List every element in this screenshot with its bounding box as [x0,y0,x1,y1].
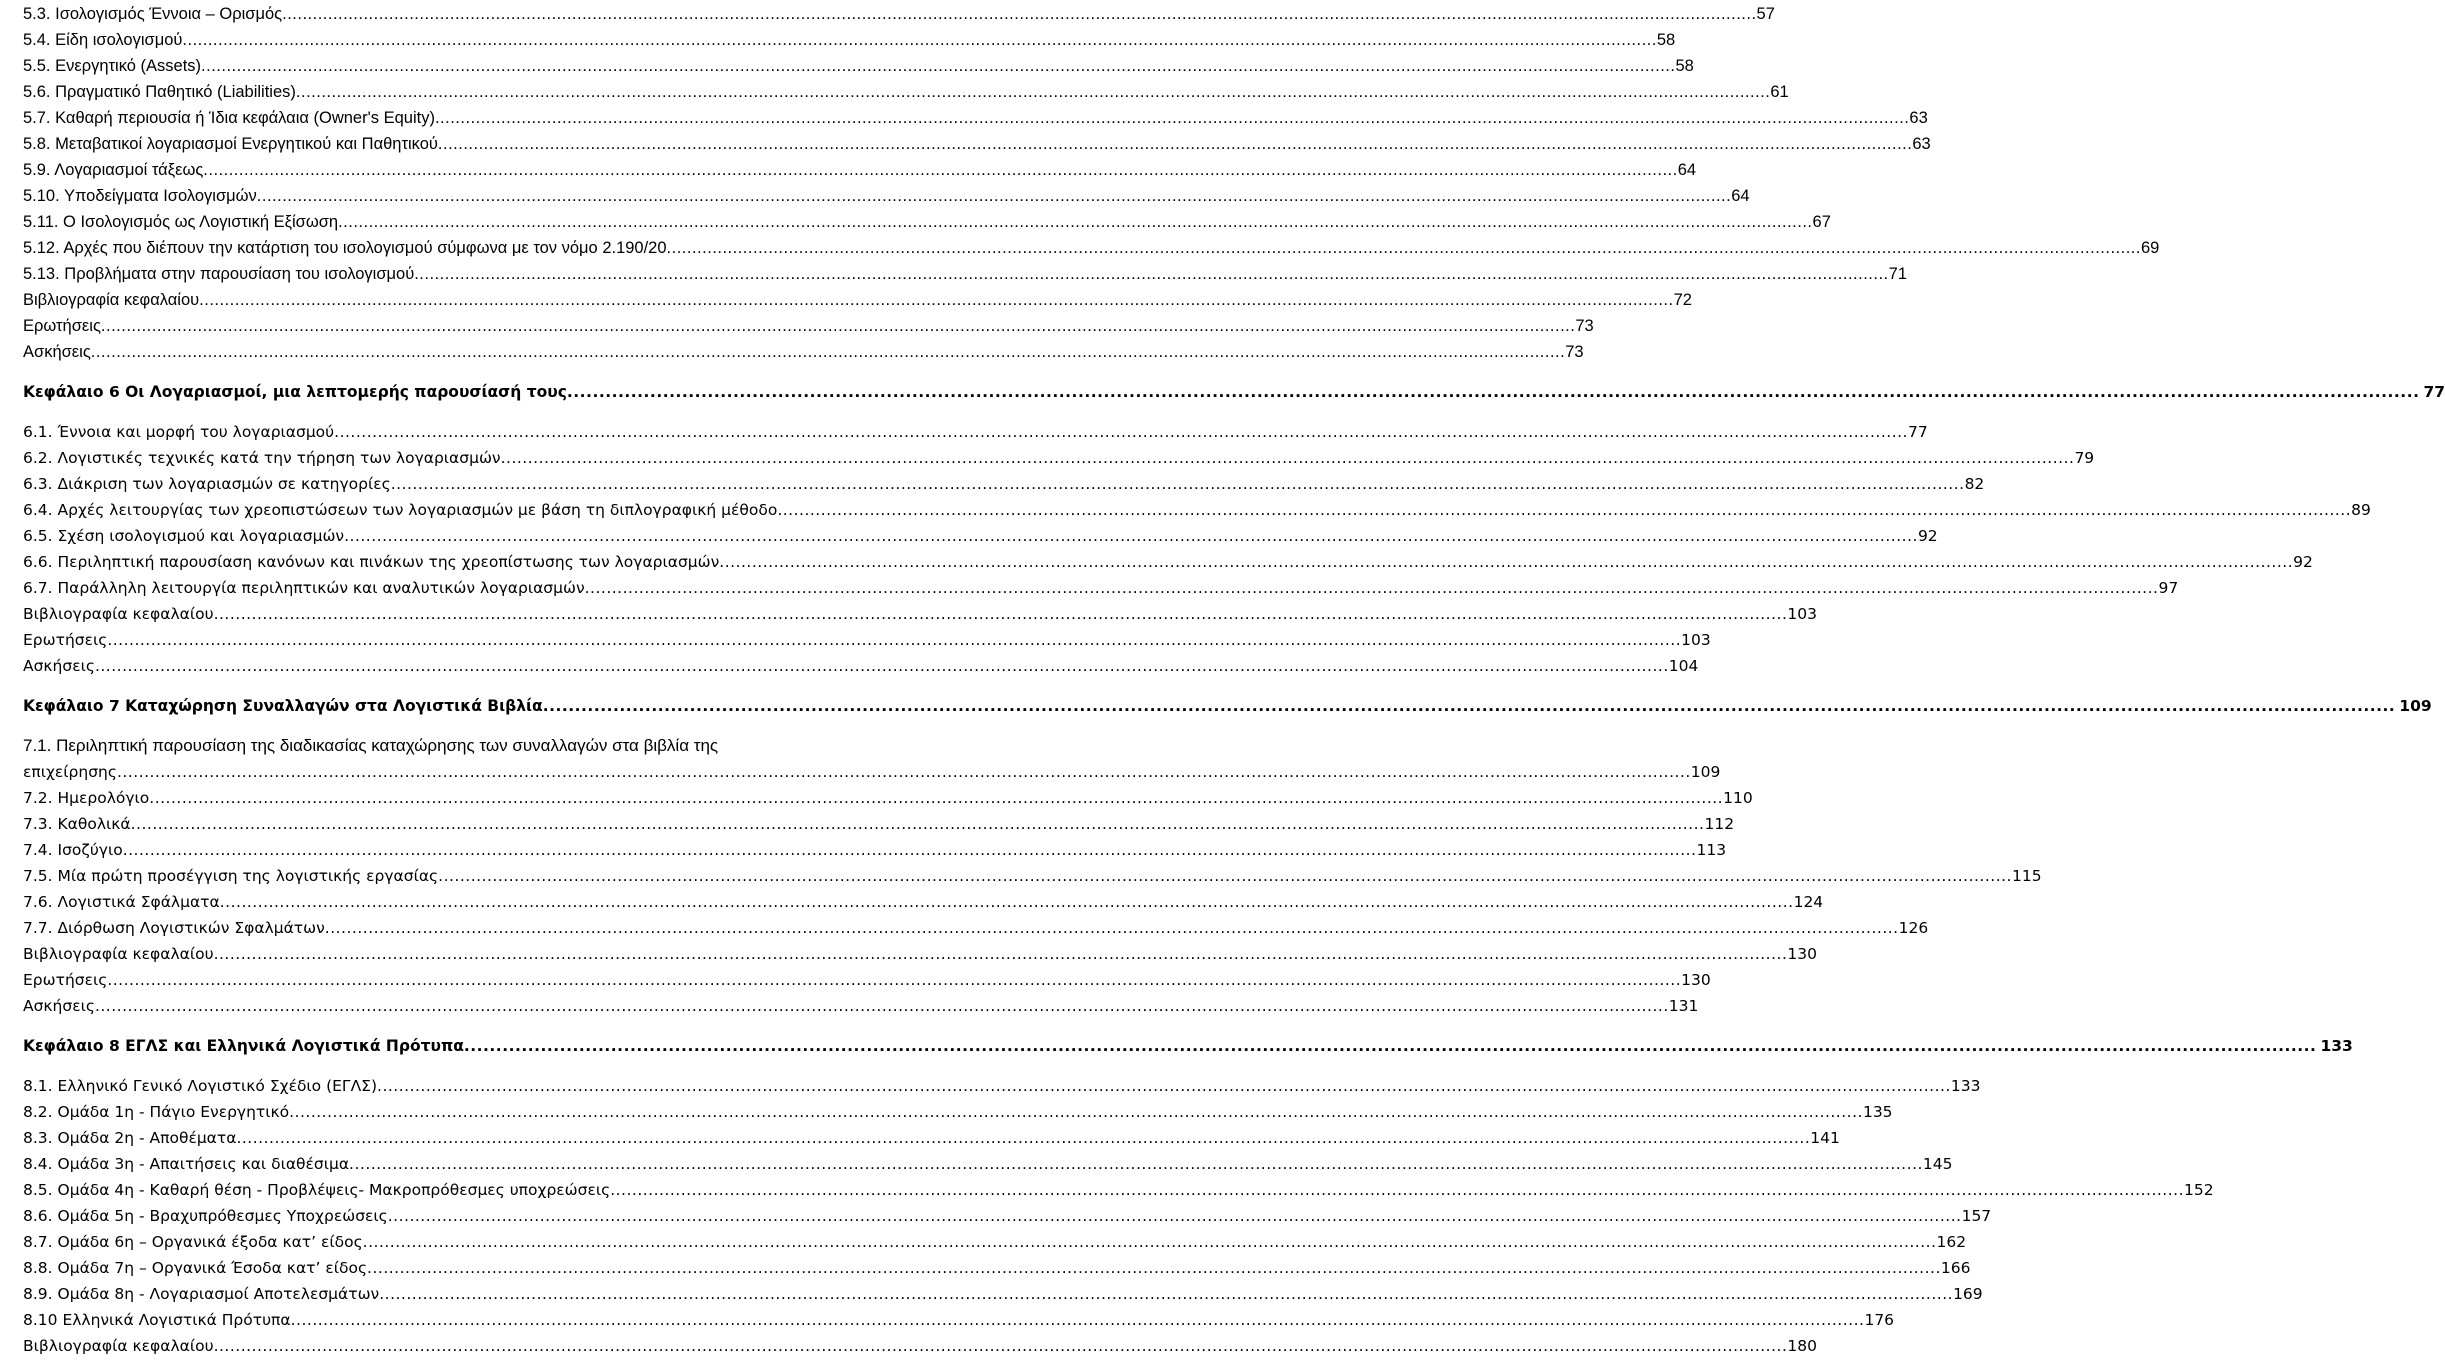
dot-leader [667,235,2141,261]
toc-page-number: 110 [1723,789,1753,807]
toc-page-number: 145 [1922,1155,1953,1173]
toc-entry-title: 6.3. Διάκριση των λογαριασμών σε κατηγορίες [23,475,391,493]
toc-page-number: 104 [1668,657,1699,675]
dot-leader [543,693,2396,719]
toc-page-number: 82 [1964,475,1985,493]
toc-entry-title: Βιβλιογραφία κεφαλαίου [23,605,214,623]
toc-entry[interactable] [23,941,1817,967]
toc-entry-title: 6.6. Περιληπτική παρουσίαση κανόνων και πινάκων της χρεοπίστωσης των λογαριασμών [23,553,720,571]
toc-page-number: 130 [1787,945,1817,963]
dot-leader [214,1333,1788,1359]
dot-leader [567,379,2420,405]
toc-page-number: 157 [1961,1207,1992,1225]
toc-entry-title: 7.2. Ημερολόγιο [23,789,150,807]
toc-entry[interactable] [23,549,2313,575]
toc-entry[interactable] [23,1281,1983,1307]
toc-page-number: 58 [1656,31,1676,49]
toc-entry-title: 7.4. Ισοζύγιο [23,841,123,859]
toc-page-number: 130 [1681,971,1711,989]
toc-page-number: 124 [1793,893,1824,911]
toc-entry-title: 7.1. Περιληπτική παρουσίαση της διαδικασίας καταχώρησης των συναλλαγών στα βιβλία της [23,736,719,755]
dot-leader [101,313,1575,339]
toc-entry-title: Βιβλιογραφία κεφαλαίου [23,945,214,963]
dot-leader [203,157,1677,183]
dot-leader [438,863,2012,889]
toc-entry[interactable] [23,209,1831,235]
toc-entry-title: 6.2. Λογιστικές τεχνικές κατά την τήρηση των λογαριασμών [23,449,501,467]
toc-entry[interactable] [23,1125,1840,1151]
dot-leader [214,941,1788,967]
toc-entry[interactable] [23,785,1753,811]
dot-leader [338,209,1812,235]
toc-page-number: 113 [1696,841,1727,859]
toc-entry-title: 6.5. Σχέση ισολογισμού και λογαριασμών [23,527,345,545]
toc-entry-title: 6.1. Έννοια και μορφή του λογαριασμού [23,423,335,441]
toc-entry-title: 8.1. Ελληνικό Γενικό Λογιστικό Σχέδιο (ΕΓΛΣ) [23,1077,378,1095]
toc-page-number: 72 [1673,291,1692,309]
dot-leader [117,759,1691,785]
toc-page-number: 79 [2074,449,2095,467]
dot-leader [296,79,1770,105]
toc-entry[interactable] [23,811,1735,837]
dot-leader [464,1033,2317,1059]
toc-entry[interactable] [23,287,1692,313]
toc-entry-title: 6.4. Αρχές λειτουργίας των χρεοπιστώσεων των λογαριασμών με βάση τη διπλογραφική μέθοδο [23,501,778,519]
toc-entry-title: 7.7. Διόρθωση Λογιστικών Σφαλμάτων [23,919,325,937]
dot-leader [123,837,1697,863]
dot-leader [131,811,1705,837]
toc-page-number: 97 [2158,579,2179,597]
dot-leader [585,575,2159,601]
toc-page-number: 131 [1668,997,1699,1015]
toc-page-number: 73 [1575,317,1594,335]
dot-leader [220,889,1794,915]
dot-leader [214,601,1788,627]
toc-entry[interactable] [23,235,2160,261]
toc-page-number: 63 [1909,109,1928,127]
toc-page-number: 92 [2293,553,2313,571]
dot-leader [95,653,1669,679]
toc-page-number: 103 [1681,631,1711,649]
toc-entry-title: 7.6. Λογιστικά Σφάλματα [23,893,220,911]
toc-page-number: 77 [2423,383,2445,401]
toc-entry-title: Κεφάλαιο 6 Οι Λογαριασμοί, μια λεπτομερής παρουσίασή τους [23,383,567,401]
toc-entry-title: 5.8. Μεταβατικοί λογαριασμοί Ενεργητικού και Παθητικού [23,135,438,153]
dot-leader [334,419,1908,445]
toc-entry[interactable] [23,863,2042,889]
dot-leader [282,1,1756,27]
dot-leader [501,445,2075,471]
toc-page-number: 69 [2140,239,2160,257]
dot-leader [236,1125,1810,1151]
toc-entry-title: 5.4. Είδη ισολογισμού [23,31,183,49]
toc-entry-title: Ερωτήσεις [23,971,108,989]
toc-page-number: 73 [1565,343,1584,361]
toc-chapter-heading[interactable] [23,379,2445,405]
toc-page-number: 89 [2351,501,2371,519]
toc-entry[interactable] [23,471,1985,497]
toc-entry-title: 8.9. Ομάδα 8η - Λογαριασμοί Αποτελεσμάτων [23,1285,380,1303]
toc-page-number: 71 [1888,265,1908,283]
toc-entry[interactable] [23,601,1817,627]
dot-leader [325,915,1899,941]
toc-entry[interactable] [23,889,1824,915]
toc-entry-heading-line[interactable] [23,733,961,759]
toc-entry[interactable] [23,915,1929,941]
dot-leader [414,261,1888,287]
toc-entry-title: 5.10. Υποδείγματα Ισολογισμών [23,187,257,205]
toc-entry[interactable] [23,627,1711,653]
toc-page-number: 133 [2320,1037,2353,1055]
toc-entry-title: 8.6. Ομάδα 5η - Βραχυπρόθεσμες Υποχρεώσεις [23,1207,388,1225]
toc-entry[interactable] [23,339,1584,365]
toc-page-number: 92 [1917,527,1938,545]
toc-entry-title: 8.8. Ομάδα 7η – Οργανικά Έσοδα κατ’ είδος [23,1259,368,1277]
dot-leader [367,1255,1941,1281]
toc-page-number: 103 [1787,605,1817,623]
dot-leader [182,27,1656,53]
toc-entry-title: 8.10 Ελληνικά Λογιστικά Πρότυπα [23,1311,291,1329]
toc-entry[interactable] [23,1203,1992,1229]
toc-page-number: 115 [2012,867,2042,885]
toc-entry[interactable] [23,837,1727,863]
toc-entry[interactable] [23,1255,1971,1281]
toc-entry-title: 5.11. Ο Ισολογισμός ως Λογιστική Εξίσωση [23,213,339,231]
dot-leader [610,1177,2184,1203]
toc-entry[interactable] [23,53,1694,79]
toc-page-number: 169 [1953,1285,1983,1303]
toc-entry[interactable] [23,759,1721,785]
toc-entry[interactable] [23,157,1697,183]
toc-page-number: 67 [1812,213,1831,231]
toc-page-number: 162 [1936,1233,1967,1251]
toc-page-number: 152 [2184,1181,2214,1199]
toc-entry-title: Βιβλιογραφία κεφαλαίου [23,1337,214,1355]
dot-leader [379,1281,1953,1307]
toc-entry[interactable] [23,131,1931,157]
toc-entry[interactable] [23,445,2095,471]
dot-leader [95,993,1669,1019]
toc-entry[interactable] [23,183,1750,209]
toc-page-number: 176 [1864,1311,1895,1329]
toc-entry-title: 5.13. Προβλήματα στην παρουσίαση του ισολογισμού [23,265,415,283]
toc-entry-title: Κεφάλαιο 8 ΕΓΛΣ και Ελληνικά Λογιστικά Πρότυπα [23,1037,464,1055]
toc-entry[interactable] [23,27,1676,53]
toc-page-number: 64 [1731,187,1750,205]
toc-entry-title: Ερωτήσεις [23,631,108,649]
dot-leader [363,1229,1937,1255]
toc-entry[interactable] [23,1307,1895,1333]
toc-entry-title: Ασκήσεις [23,657,95,675]
toc-chapter-heading[interactable] [23,693,2432,719]
dot-leader [289,1099,1863,1125]
toc-page-number: 133 [1950,1077,1981,1095]
dot-leader [438,131,1912,157]
toc-entry-title: 8.2. Ομάδα 1η - Πάγιο Ενεργητικό [23,1103,290,1121]
toc-entry-title: 7.5. Μία πρώτη προσέγγιση της λογιστικής εργασίας [23,867,439,885]
toc-entry[interactable] [23,313,1594,339]
toc-entry[interactable] [23,419,1928,445]
dot-leader [199,287,1673,313]
toc-page-number: 126 [1898,919,1929,937]
dot-leader [719,549,2293,575]
dot-leader [291,1307,1865,1333]
toc-page-number: 135 [1862,1103,1893,1121]
toc-entry-title: 8.4. Ομάδα 3η - Απαιτήσεις και διαθέσιμα [23,1155,350,1173]
toc-entry[interactable] [23,79,1789,105]
toc-entry[interactable] [23,1,1775,27]
toc-entry-title: 5.5. Ενεργητικό (Assets) [23,57,202,75]
toc-entry[interactable] [23,1073,1981,1099]
dot-leader [149,785,1723,811]
toc-entry-title: 5.9. Λογαριασμοί τάξεως [23,161,204,179]
dot-leader [201,53,1675,79]
dot-leader [388,1203,1962,1229]
toc-entry-title: Ερωτήσεις [23,317,101,335]
toc-page-number: 77 [1907,423,1928,441]
dot-leader [257,183,1731,209]
toc-page-number: 166 [1940,1259,1971,1277]
toc-entry-title: 8.3. Ομάδα 2η - Αποθέματα [23,1129,237,1147]
toc-page-number: 58 [1675,57,1694,75]
toc-entry-title: Ασκήσεις [23,997,95,1015]
toc-page-number: 109 [1690,763,1721,781]
toc-entry[interactable] [23,1151,1953,1177]
toc-entry-title: 5.6. Πραγματικό Παθητικό (Liabilities) [23,83,296,101]
toc-entry[interactable] [23,1229,1967,1255]
toc-entry[interactable] [23,497,2371,523]
dot-leader [349,1151,1923,1177]
toc-page-number: 63 [1912,135,1931,153]
toc-entry-title: 5.3. Ισολογισμός Έννοια – Ορισμός [23,5,283,23]
toc-entry-title: 5.7. Καθαρή περιουσία ή Ίδια κεφάλαια (Owner's Equity) [23,109,435,127]
toc-entry-title: 8.5. Ομάδα 4η - Καθαρή θέση - Προβλέψεις- Μακροπρόθεσμες υποχρεώσεις [23,1181,611,1199]
toc-entry[interactable] [23,1177,2214,1203]
toc-entry[interactable] [23,1099,1893,1125]
toc-page-number: 57 [1756,5,1775,23]
dot-leader [777,497,2351,523]
dot-leader [107,967,1681,993]
toc-entry-title: επιχείρησης [23,763,117,781]
toc-entry[interactable] [23,523,1938,549]
toc-page-number: 180 [1787,1337,1817,1355]
dot-leader [344,523,1918,549]
toc-page-number: 141 [1810,1129,1840,1147]
toc-entry[interactable] [23,967,1711,993]
dot-leader [91,339,1565,365]
dot-leader [435,105,1909,131]
dot-leader [377,1073,1951,1099]
dot-leader [391,471,1965,497]
toc-chapter-heading[interactable] [23,1033,2353,1059]
toc-entry-title: Βιβλιογραφία κεφαλαίου [23,291,200,309]
toc-page-number: 61 [1770,83,1789,101]
toc-entry[interactable] [23,653,1699,679]
toc-entry-title: 5.12. Αρχές που διέπουν την κατάρτιση του ισολογισμού σύμφωνα με τον νόμο 2.190/20 [23,239,667,257]
toc-entry[interactable] [23,261,1908,287]
toc-page-number: 109 [2399,697,2432,715]
toc-entry-title: Ασκήσεις [23,343,91,361]
dot-leader [107,627,1681,653]
toc-entry[interactable] [23,993,1699,1019]
toc-entry-title: 7.3. Καθολικά [23,815,131,833]
toc-entry-title: 8.7. Ομάδα 6η – Οργανικά έξοδα κατ’ είδος [23,1233,363,1251]
toc-entry[interactable] [23,1333,1817,1359]
toc-entry[interactable] [23,105,1928,131]
toc-entry-title: 6.7. Παράλληλη λειτουργία περιληπτικών και αναλυτικών λογαριασμών [23,579,585,597]
toc-page-number: 112 [1704,815,1735,833]
toc-page-number: 64 [1677,161,1697,179]
toc-entry[interactable] [23,575,2179,601]
toc-entry-title: Κεφάλαιο 7 Καταχώρηση Συναλλαγών στα Λογιστικά Βιβλία [23,697,543,715]
